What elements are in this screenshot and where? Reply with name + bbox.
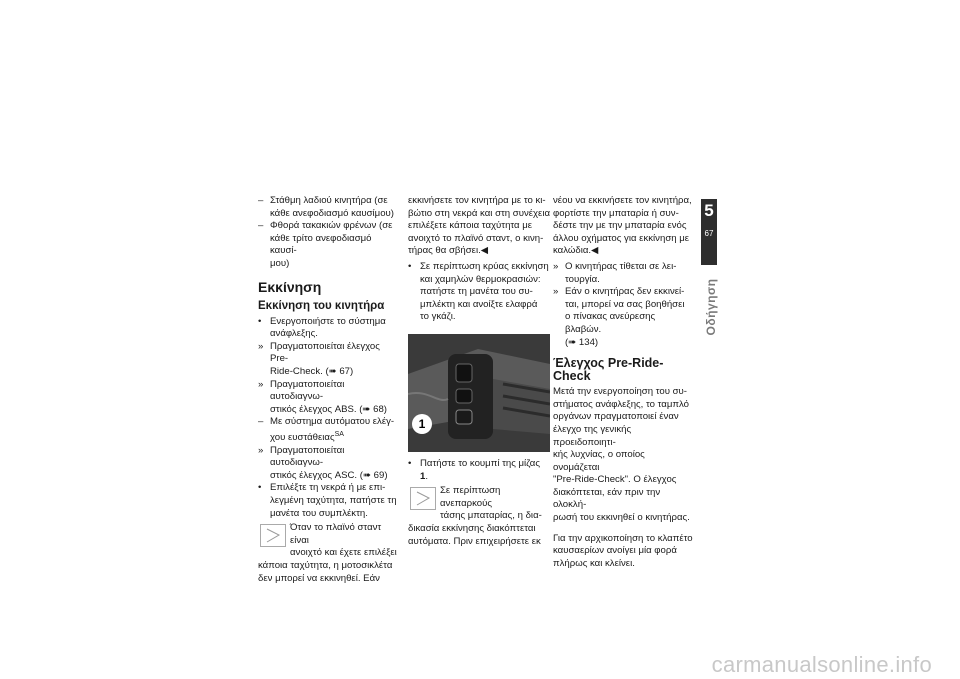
text-line: Με σύστημα αυτόματου ελέγ-: [270, 416, 395, 428]
text-line: και χαμηλών θερμοκρασιών:: [420, 273, 541, 285]
chapter-tab: [701, 199, 717, 265]
text-line: Πραγματοποιείται έλεγχος Pre-: [270, 340, 380, 365]
text-line: Σε περίπτωση ανεπαρκούς: [440, 485, 501, 509]
text-line: καλώδια.◀: [553, 245, 599, 257]
heading-line: Έλεγχος Pre-Ride-: [553, 356, 664, 371]
text-line: πλήρως και κλείνει.: [553, 557, 635, 569]
note-block: [258, 522, 400, 560]
text-line: Μετά την ενεργοποίηση του συ-: [553, 386, 687, 398]
text-line: κής λυχνίας, ο οποίος ονομάζεται: [553, 449, 645, 473]
text-line: Όταν το πλαϊνό σταντ είναι: [290, 522, 382, 546]
text-line: ρωσή του εκκινηθεί ο κινητήρας.: [553, 512, 690, 524]
subsection-heading: Εκκίνηση του κινητήρα: [258, 299, 385, 312]
text-span: Πατήστε το κουμπί της μίζας: [420, 457, 540, 469]
caution-triangle-icon: [260, 524, 286, 547]
paragraph: [553, 533, 693, 571]
text-line: κάθε ανεφοδιασμό καυσίμου): [270, 207, 394, 219]
text-line: "Pre-Ride-Check". Ο έλεγχος: [553, 474, 677, 486]
list-item: [553, 286, 693, 349]
text-line: Επιλέξτε τη νεκρά ή με επι-: [270, 482, 386, 494]
list-item: [258, 316, 400, 341]
bullet-marker: •: [408, 457, 412, 469]
result-marker: »: [258, 340, 264, 352]
column-3: [553, 195, 693, 570]
list-item: [258, 220, 400, 270]
text-line: δέστε την με την μπαταρία ενός: [553, 220, 687, 232]
section-title: Οδήγηση: [704, 278, 718, 336]
text-line: δικασία εκκίνησης διακόπτεται: [408, 522, 536, 534]
list-item: [258, 416, 400, 444]
text-line: λεγμένη ταχύτητα, πατήστε τη: [270, 495, 397, 507]
option-superscript: SA: [334, 430, 344, 438]
chapter-number: 5: [704, 201, 714, 220]
text-line: [270, 429, 400, 445]
text-line: κάποια ταχύτητα, η μοτοσικλέτα: [258, 560, 393, 572]
text-line: τουργία.: [565, 273, 600, 285]
text-line: Στάθμη λαδιού κινητήρα (σε: [270, 195, 388, 206]
section-title-vertical: [704, 277, 718, 337]
text-line: μανέτα του συμπλέκτη.: [270, 507, 368, 519]
callout-ref: 1: [420, 470, 426, 482]
text-line: επιλέξετε κάποια ταχύτητα με: [408, 220, 533, 232]
text-line: ανοιχτό το πλαϊνό σταντ, ο κινη-: [408, 232, 544, 244]
text-line: τήρας θα σβήσει.◀: [408, 245, 489, 257]
text-line: πατήστε τη μανέτα του συ-: [420, 286, 533, 298]
dash-marker: –: [258, 195, 264, 206]
text-line: το γκάζι.: [420, 311, 456, 323]
paragraph: [258, 560, 400, 585]
text-line: στήματος ανάφλεξης, το ταμπλό: [553, 398, 689, 410]
note-block: [408, 485, 550, 523]
text-line: Ενεργοποιήστε το σύστημα: [270, 315, 386, 327]
text-line: Φθορά τακακιών φρένων (σε: [270, 220, 393, 232]
text-line: Για την αρχικοποίηση το κλαπέτο: [553, 532, 693, 544]
text-line: ται, μπορεί να σας βοηθήσει: [565, 298, 685, 310]
list-item: [258, 482, 400, 520]
text-line: ο πίνακας ανεύρεσης βλαβών.: [565, 311, 656, 335]
text-line: καυσαερίων ανοίγει μία φορά: [553, 545, 677, 557]
list-item: [408, 261, 550, 324]
column-2: [408, 195, 550, 548]
paragraph: [408, 523, 550, 548]
text-line: διακόπτεται, εάν πριν την ολοκλή-: [553, 486, 661, 511]
figure-callout-label: 1: [412, 414, 432, 434]
text-line: Πραγματοποιείται αυτοδιαγνω-: [270, 378, 345, 403]
text-line: οργάνων πραγματοποιεί έναν: [553, 411, 679, 423]
text-line: νέου να εκκινήσετε τον κινητήρα,: [553, 195, 692, 206]
text-line: μπλέκτη και ανοίξτε ελαφρά: [420, 298, 538, 310]
text-line: τάσης μπαταρίας, η δια-: [440, 510, 542, 522]
text-line: Πραγματοποιείται αυτοδιαγνω-: [270, 444, 345, 469]
list-item: [408, 458, 550, 483]
text-line: Πατήστε το κουμπί της μίζας 1.: [420, 457, 540, 482]
list-item: [258, 341, 400, 379]
text-line: μου): [270, 257, 290, 269]
text-line: Σε περίπτωση κρύας εκκίνηση: [420, 260, 549, 272]
list-item: [553, 261, 693, 286]
text-line: φορτίστε την μπαταρία ή συν-: [553, 207, 679, 219]
text-line: αυτόματα. Πριν επιχειρήσετε εκ: [408, 535, 541, 547]
paragraph: [553, 386, 693, 525]
paragraph: [553, 195, 693, 258]
paragraph: [408, 195, 550, 258]
dash-marker: –: [258, 220, 264, 232]
watermark: carmanualsonline.info: [711, 652, 932, 677]
text-line: Ride-Check. (➠ 67): [270, 365, 354, 377]
text-line: στικός έλεγχος ASC. (➠ 69): [270, 469, 388, 481]
text-line: άλλου οχήματος για εκκίνηση με: [553, 232, 690, 244]
result-marker: »: [553, 260, 559, 272]
list-item: [258, 195, 400, 220]
text-line: βώτιο στη νεκρά και στη συνέχεια: [408, 207, 551, 219]
text-line: κάθε τρίτο ανεφοδιασμό καυσί-: [270, 232, 372, 257]
bullet-marker: •: [258, 315, 262, 327]
bullet-marker: •: [408, 260, 412, 272]
heading-line: Check: [553, 369, 591, 384]
text-line: ανάφλεξης.: [270, 328, 318, 340]
text-line: έλεγχο της γενικής προειδοποιητι-: [553, 423, 632, 448]
text-line: δεν μπορεί να εκκινηθεί. Εάν: [258, 572, 380, 584]
text-line: στικός έλεγχος ABS. (➠ 68): [270, 403, 387, 415]
text-line: (➠ 134): [565, 336, 599, 348]
subsection-heading: [553, 357, 693, 383]
text-line: Ο κινητήρας τίθεται σε λει-: [565, 260, 677, 272]
handlebar-switch-photo: [408, 334, 550, 452]
list-item: [258, 379, 400, 417]
column-1: [258, 195, 400, 585]
text-line: εκκινήσετε τον κινητήρα με το κι-: [408, 195, 546, 206]
caution-triangle-icon: [410, 487, 436, 510]
bullet-marker: •: [258, 482, 262, 494]
result-marker: »: [553, 286, 559, 298]
list-item: [258, 445, 400, 483]
result-marker: »: [258, 444, 264, 456]
section-heading: Εκκίνηση: [258, 278, 322, 295]
text-span: χου ευστάθειας: [270, 432, 335, 444]
dash-marker: –: [258, 416, 264, 428]
result-marker: »: [258, 378, 264, 390]
text-line: ανοιχτό και έχετε επιλέξει: [290, 547, 397, 559]
page-number: 67: [704, 229, 714, 238]
text-line: Εάν ο κινητήρας δεν εκκινεί-: [565, 286, 685, 298]
handlebar-switch-illustration: [408, 334, 550, 452]
